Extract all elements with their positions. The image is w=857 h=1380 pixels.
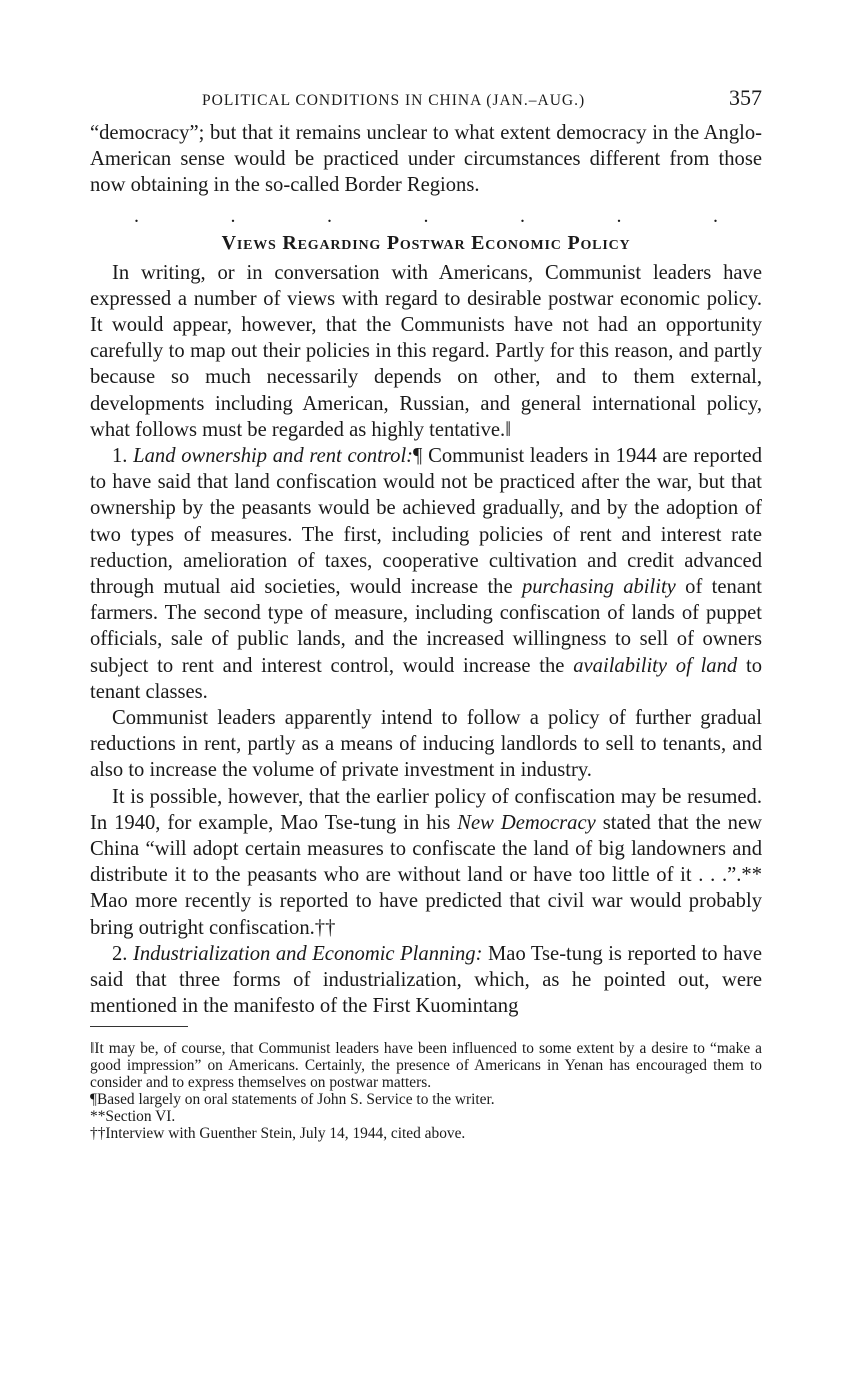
intro-paragraph	[90, 260, 762, 443]
page-number: 357	[729, 85, 762, 110]
item-title: Land ownership and rent control:	[133, 445, 414, 468]
footnote	[90, 1040, 762, 1091]
paragraph-text: stated that the new China “will adopt certain measures to confiscate the land of big landowners and distribute it to the peasants who are without land or have too little of it . . .”.	[90, 811, 762, 887]
footnote-mark: ††	[90, 1124, 106, 1142]
footnotes	[90, 1026, 762, 1142]
footnote-mark: ‖	[90, 1039, 95, 1057]
intro-text: In writing, or in conversation with Americans, Communist leaders have expressed a number of views with regard to desirable postwar economic policy. It would appear, however, that the Communists have not had an opportunity carefully to map out their policies in this regard. Partly for this reason, and partly because so much necessarily depends on other, and to them external, developments including American, Russian, and general international policy, what follows must be regarded as highly tentative.	[90, 261, 762, 441]
book-page	[90, 80, 762, 1142]
ellipsis-dot: .	[616, 204, 622, 227]
rent-paragraph: Communist leaders apparently intend to follow a policy of further gradual reductions in rent, partly as a means of inducing landlords to sell to tenants, and also to increase the volume of private investment in industry.	[90, 707, 762, 782]
item-text: Communist leaders in 1944 are reported to have said that land confiscation would not be practiced after the war, but that ownership by the peasants would be achieved gradually, and by the adoption of two types of measures. The first, including policies of rent and interest rate reduction, amelioration of taxes, cooperative cultivation and credit advanced through mutual aid societies, would increase the	[90, 445, 762, 599]
footnote-rule	[90, 1026, 188, 1027]
section-heading: Views Regarding Postwar Economic Policy	[221, 231, 631, 254]
ellipsis-dot: .	[423, 204, 429, 227]
footnote-mark: ‖	[505, 418, 512, 441]
paragraph-text: It is possible, however, that the earlier policy of confiscation may be resumed. In 1940, for example, Mao Tse-tung in his	[90, 785, 762, 834]
footnote-mark: ††	[314, 916, 336, 939]
ellipsis-dot: .	[230, 204, 236, 227]
item-number: 1.	[112, 445, 128, 468]
running-title: POLITICAL CONDITIONS IN CHINA (JAN.–AUG.)	[202, 92, 586, 109]
footnote-text: It may be, of course, that Communist leaders have been influenced to some extent by a desire to “make a good impression” on Americans. Certainly, the presence of Americans in Yenan has encouraged them to consider and to express themselves on postwar matters.	[90, 1039, 762, 1091]
item-text: to tenant classes.	[90, 654, 763, 703]
emphasis-availability-of-land: availability of land	[573, 654, 738, 677]
body-text	[90, 120, 762, 1020]
ellipsis-dot: .	[713, 204, 718, 227]
footnote-mark: ¶	[413, 445, 423, 468]
item-land-ownership	[90, 443, 762, 705]
emphasis-purchasing-ability: purchasing ability	[521, 576, 676, 599]
footnote-mark: ¶	[90, 1090, 97, 1108]
footnote-mark: **	[741, 864, 762, 887]
footnote-text: Section VI.	[105, 1107, 176, 1125]
item-industrialization	[90, 941, 762, 1020]
book-title-new-democracy: New Democracy	[457, 811, 596, 834]
confiscation-paragraph	[90, 784, 762, 941]
ellipsis-dot: .	[327, 204, 332, 227]
footnote-text: Based largely on oral statements of John S. Service to the writer.	[96, 1090, 495, 1108]
footnote	[90, 1125, 762, 1142]
ellipsis-dot: .	[134, 204, 139, 227]
paragraph-text: Mao more recently is reported to have predicted that civil war would probably bring outright confiscation.	[90, 890, 762, 939]
item-text: Mao Tse-tung is reported to have said that three forms of industrialization, which, as he pointed out, were mentioned in the manifesto of the First Kuomintang	[90, 942, 762, 1018]
footnote-text: Interview with Guenther Stein, July 14, 1944, cited above.	[105, 1124, 466, 1142]
item-text: of tenant farmers. The second type of measure, including confiscation of lands of puppet officials, sale of public lands, and the increased willingness to sell of owners subject to rent and interest control, would increase the	[90, 576, 762, 677]
ellipsis-dot: .	[520, 204, 525, 227]
item-number: 2.	[112, 942, 128, 965]
footnote	[90, 1108, 762, 1125]
running-head	[90, 80, 762, 120]
continuation-paragraph: “democracy”; but that it remains unclear to what extent democracy in the Anglo-American sense would be practiced under circumstances different from those now obtaining in the so-called Border Regions.	[90, 122, 762, 197]
footnote-mark: **	[90, 1107, 106, 1125]
footnote	[90, 1091, 762, 1108]
item-title: Industrialization and Economic Planning:	[132, 942, 483, 965]
ellipsis-separator	[90, 201, 762, 231]
